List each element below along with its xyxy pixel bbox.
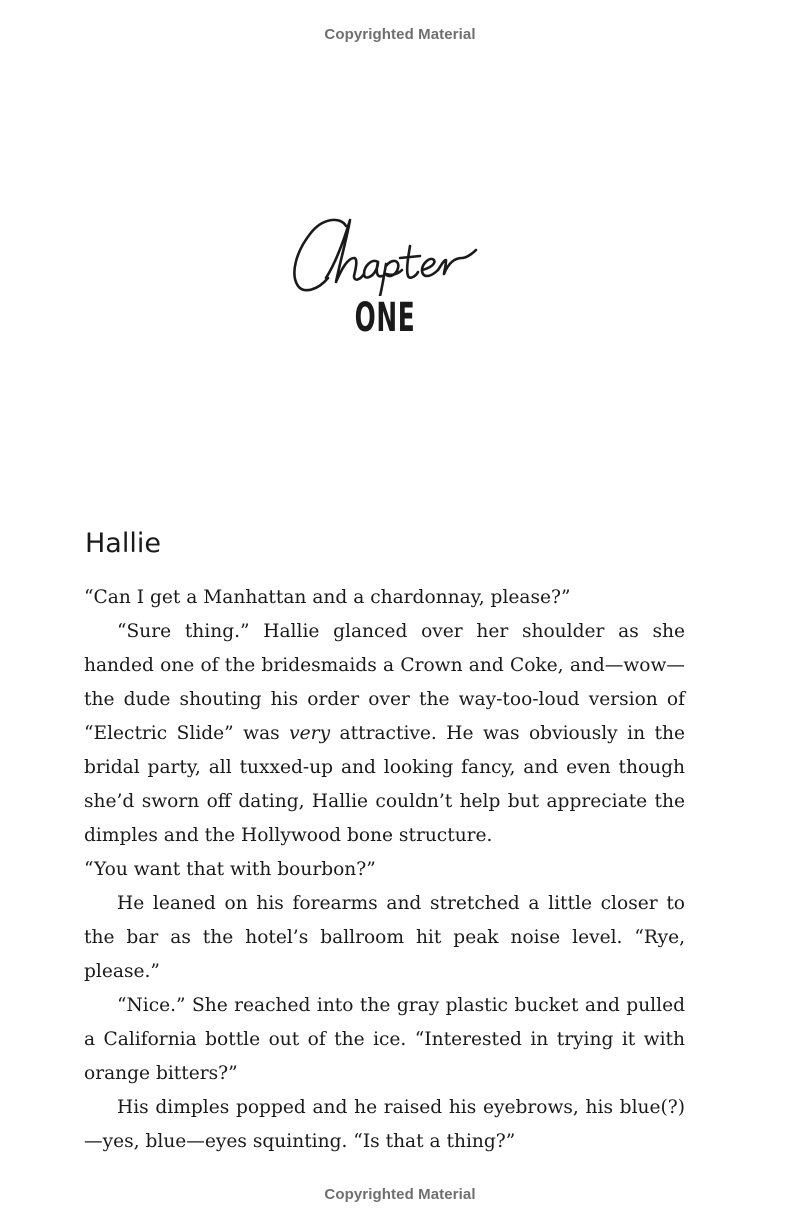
chapter-script-lettering: [288, 212, 484, 296]
paragraph-text: He leaned on his forearms and stretched a little closer to the bar as the hotel’s ballroom hit peak noise level. “Rye, please.”: [84, 893, 685, 982]
paragraph-text: “You want that with bourbon?”: [84, 859, 376, 880]
paragraph: [84, 887, 685, 989]
paragraph: [84, 615, 685, 853]
chapter-script-title: [288, 212, 484, 296]
paragraph: [84, 581, 685, 615]
chapter-body: [84, 581, 685, 1159]
paragraph-text: His dimples popped and he raised his eyebrows, his blue(?)—yes, blue—eyes squinting. “Is that a thing?”: [84, 1097, 685, 1152]
paragraph-text: “Sure thing.” Hallie glanced over her shoulder as she handed one of the bridesmaids a Crown and Coke, and—wow—the dude shouting his order over the way-too-loud version of “Electric Slide” was: [84, 621, 685, 744]
copyright-watermark-bottom: Copyrighted Material: [324, 1186, 476, 1203]
paragraph-text: attractive. He was obviously in the bridal party, all tuxxed-up and looking fancy, and even though she’d sworn off dating, Hallie couldn’t help but appreciate the dimples and the Hollywood bone structure.: [84, 723, 686, 846]
copyright-watermark-top: Copyrighted Material: [324, 26, 476, 43]
pov-heading: Hallie: [85, 528, 161, 559]
paragraph: [84, 853, 685, 887]
paragraph-text: “Nice.” She reached into the gray plastic bucket and pulled a California bottle out of the ice. “Interested in trying it with orange bitters?”: [84, 995, 685, 1084]
paragraph: [84, 1091, 685, 1159]
emphasis-text: very: [289, 723, 331, 744]
paragraph-text: “Can I get a Manhattan and a chardonnay, please?”: [84, 587, 571, 608]
chapter-number: ONE: [354, 295, 416, 341]
paragraph: [84, 989, 685, 1091]
